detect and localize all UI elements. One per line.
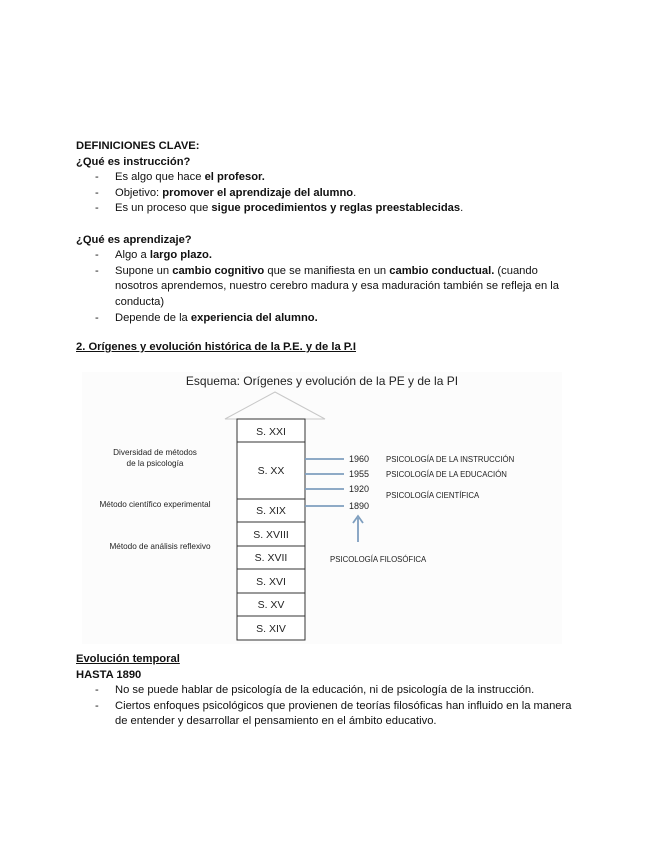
label-diversidad-line2: de la psicología bbox=[126, 459, 184, 468]
year-label: 1960 bbox=[348, 454, 370, 464]
list-item: - Es un proceso que sigue procedimientos y reglas preestablecidas. bbox=[95, 202, 464, 215]
year-label: 1955 bbox=[348, 469, 370, 479]
section-2-title: 2. Orígenes y evolución histórica de la P.E. y de la P.I bbox=[76, 341, 357, 353]
branch-educacion: PSICOLOGÍA DE LA EDUCACIÓN bbox=[386, 470, 507, 479]
year-label: 1920 bbox=[348, 484, 370, 494]
branch-filosofica: PSICOLOGÍA FILOSÓFICA bbox=[330, 555, 427, 564]
evolucion-list bbox=[76, 683, 576, 730]
century-label: S. XIV bbox=[256, 623, 286, 635]
list-item: - Supone un cambio cognitivo que se manifiesta en un cambio conductual. (cuando nosotros aprendemos, nuestro cerebro madura y esa maduración también se refleja en la conducta) bbox=[95, 264, 560, 308]
evolucion-title: Evolución temporal bbox=[76, 653, 180, 665]
century-label: S. XVI bbox=[256, 576, 286, 588]
century-label: S. XVIII bbox=[253, 529, 289, 541]
instruccion-list bbox=[76, 170, 576, 217]
diagram-svg bbox=[82, 372, 562, 644]
diagram-title: Esquema: Orígenes y evolución de la PE y de la PI bbox=[185, 374, 459, 388]
definitions-section bbox=[76, 139, 576, 326]
century-label: S. XXI bbox=[256, 426, 286, 438]
question-aprendizaje: ¿Qué es aprendizaje? bbox=[76, 233, 192, 246]
list-item: - Es algo que hace el profesor. bbox=[95, 171, 265, 184]
list-item: - Objetivo: promover el aprendizaje del alumno. bbox=[95, 186, 357, 199]
branch-instruccion: PSICOLOGÍA DE LA INSTRUCCIÓN bbox=[386, 455, 515, 464]
section-title: DEFINICIONES CLAVE: bbox=[76, 140, 200, 152]
label-diversidad-line1: Diversidad de métodos bbox=[113, 448, 197, 457]
year-label: 1890 bbox=[348, 501, 370, 511]
century-label: S. XVII bbox=[254, 552, 288, 564]
aprendizaje-list bbox=[76, 248, 576, 326]
list-item: - Ciertos enfoques psicológicos que provienen de teorías filosóficas han influido en la manera de entender y desarrollar el pensamiento en el ámbito educativo. bbox=[95, 699, 572, 728]
list-item: - Depende de la experiencia del alumno. bbox=[95, 311, 318, 324]
origins-diagram bbox=[82, 372, 562, 644]
evolucion-section bbox=[76, 652, 576, 730]
roof-shape bbox=[225, 392, 325, 419]
label-metodo-reflexivo: Método de análisis reflexivo bbox=[109, 542, 211, 551]
century-label: S. XX bbox=[257, 465, 285, 477]
century-label: S. XV bbox=[257, 599, 285, 611]
list-item: - Algo a largo plazo. bbox=[95, 249, 213, 262]
list-item: - No se puede hablar de psicología de la educación, ni de psicología de la instrucción. bbox=[95, 684, 535, 697]
century-label: S. XIX bbox=[256, 505, 286, 517]
evolucion-subtitle: HASTA 1890 bbox=[76, 668, 142, 681]
question-instruccion: ¿Qué es instrucción? bbox=[76, 155, 191, 168]
label-metodo-cientifico: Método científico experimental bbox=[99, 500, 211, 509]
branch-cientifica: PSICOLOGÍA CIENTÍFICA bbox=[386, 491, 480, 500]
